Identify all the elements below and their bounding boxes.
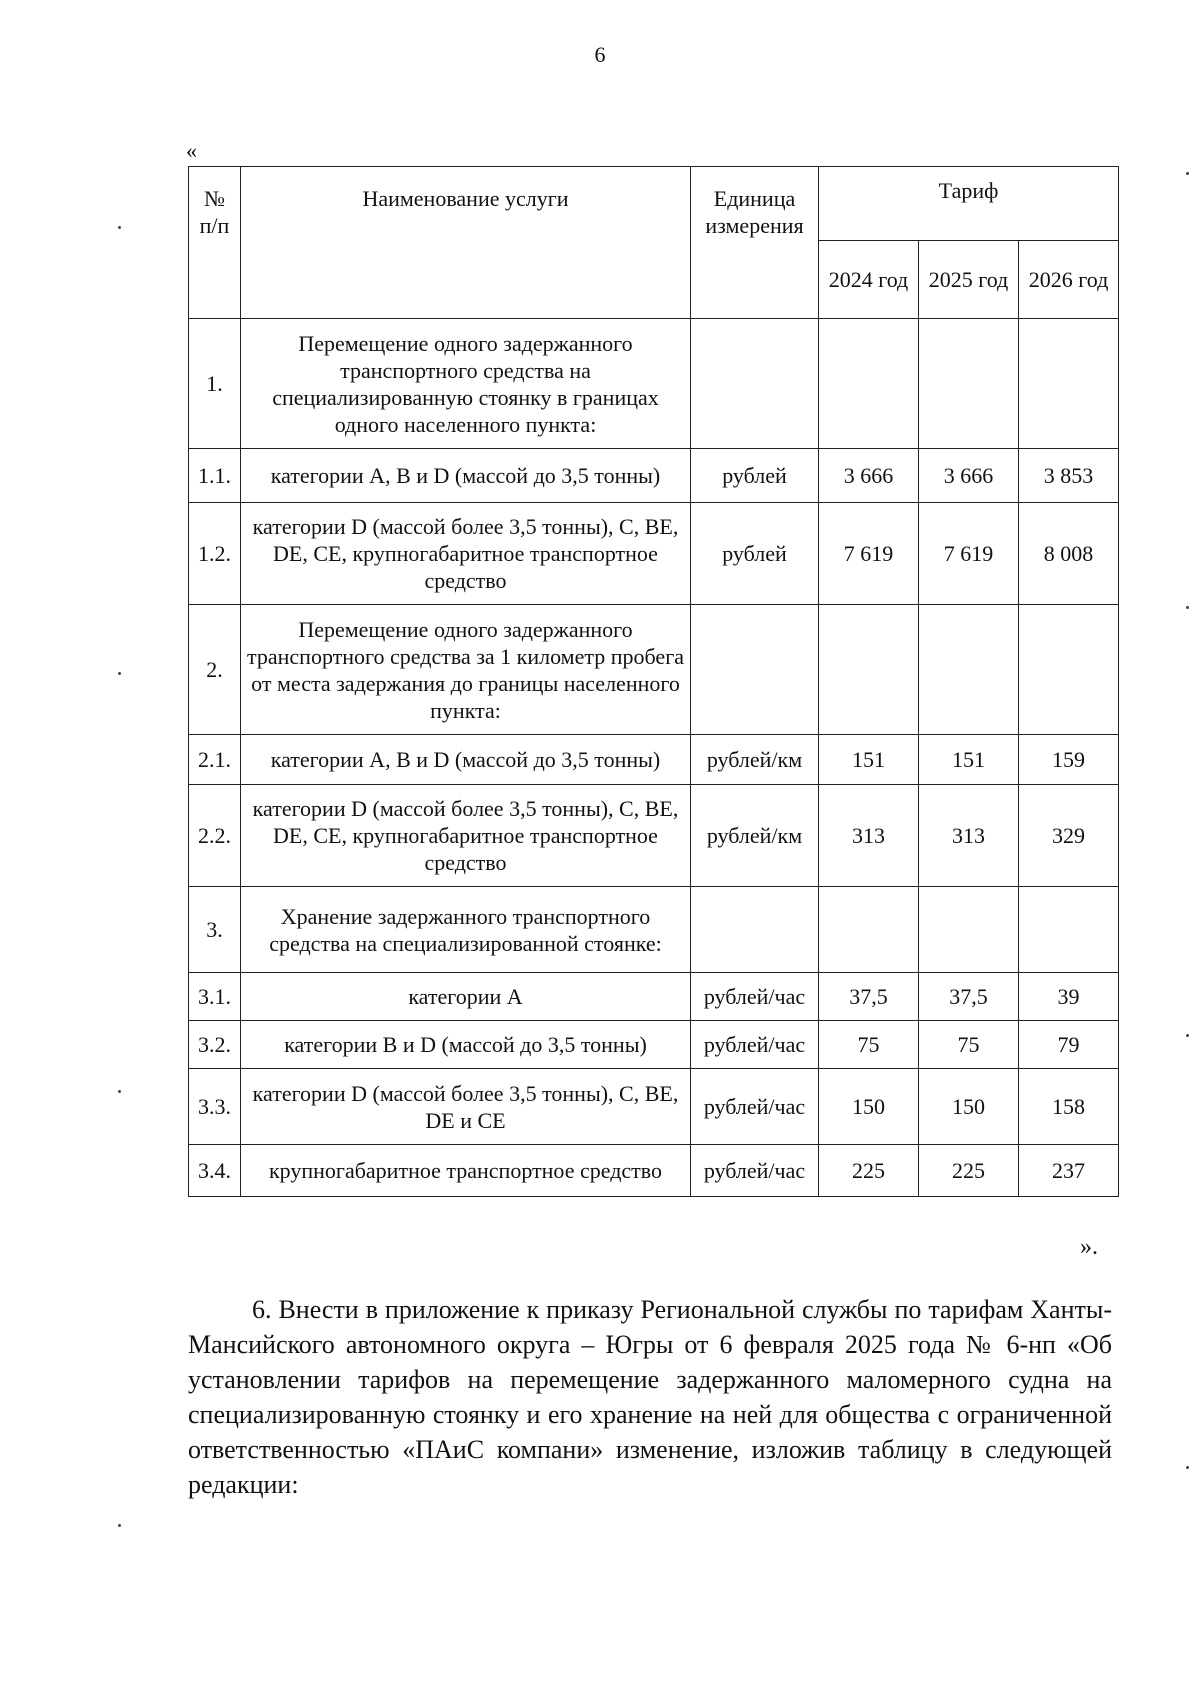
table-row (189, 503, 1119, 605)
header-year-2025: 2025 год (919, 241, 1019, 319)
scan-speck (118, 1090, 121, 1093)
unit-of-measure: рублей/час (691, 1021, 819, 1069)
tariff-2026: 159 (1019, 735, 1119, 785)
tariff-2026 (1019, 319, 1119, 449)
tariff-2024 (819, 605, 919, 735)
tariff-2026: 3 853 (1019, 449, 1119, 503)
service-name: категории D (массой более 3,5 тонны), С, ВЕ, DE, СЕ, крупногабаритное транспортное средство (241, 785, 691, 887)
open-quote: « (186, 138, 197, 163)
table-row (189, 449, 1119, 503)
tariff-2024: 3 666 (819, 449, 919, 503)
service-name: Перемещение одного задержанного транспортного средства за 1 километр пробега от места задержания до границы населенного пункта: (241, 605, 691, 735)
scan-speck (118, 672, 121, 675)
row-number: 3.3. (189, 1069, 241, 1145)
tariff-2026: 8 008 (1019, 503, 1119, 605)
tariff-2024: 75 (819, 1021, 919, 1069)
tariff-2025: 75 (919, 1021, 1019, 1069)
row-number: 3. (189, 887, 241, 973)
table-row (189, 785, 1119, 887)
table-row (189, 319, 1119, 449)
service-name: категории А, В и D (массой до 3,5 тонны) (241, 735, 691, 785)
unit-of-measure (691, 887, 819, 973)
unit-of-measure: рублей (691, 503, 819, 605)
header-year-2024: 2024 год (819, 241, 919, 319)
tariff-table (188, 166, 1119, 1197)
service-name: крупногабаритное транспортное средство (241, 1145, 691, 1197)
row-number: 2. (189, 605, 241, 735)
unit-of-measure (691, 319, 819, 449)
table-row (189, 1145, 1119, 1197)
paragraph-6: 6. Внести в приложение к приказу Региональной службы по тарифам Ханты-Мансийского автономного округа – Югры от 6 февраля 2025 года № 6-нп «Об установлении тарифов на перемещение задержанного маломерного судна на специализированную стоянку и его хранение на ней для общества с ограниченной ответственностью «ПАиС компани» изменение, изложив таблицу в следующей редакции: (188, 1295, 1112, 1499)
table-row (189, 973, 1119, 1021)
unit-of-measure: рублей/час (691, 973, 819, 1021)
table-row (189, 887, 1119, 973)
unit-of-measure: рублей/час (691, 1145, 819, 1197)
table-row (189, 1069, 1119, 1145)
tariff-2025: 37,5 (919, 973, 1019, 1021)
tariff-table-body (189, 319, 1119, 1197)
row-number: 2.2. (189, 785, 241, 887)
service-name: категории D (массой более 3,5 тонны), С, ВЕ, DE и СЕ (241, 1069, 691, 1145)
service-name: категории В и D (массой до 3,5 тонны) (241, 1021, 691, 1069)
tariff-2024: 225 (819, 1145, 919, 1197)
row-number: 3.4. (189, 1145, 241, 1197)
tariff-2025: 225 (919, 1145, 1019, 1197)
scan-speck (1186, 1034, 1189, 1037)
tariff-2026 (1019, 887, 1119, 973)
row-number: 3.2. (189, 1021, 241, 1069)
scan-speck (118, 1524, 121, 1527)
tariff-2024 (819, 319, 919, 449)
row-number: 2.1. (189, 735, 241, 785)
unit-of-measure: рублей/км (691, 785, 819, 887)
unit-of-measure (691, 605, 819, 735)
header-name: Наименование услуги (241, 167, 691, 319)
row-number: 1.2. (189, 503, 241, 605)
table-row (189, 735, 1119, 785)
tariff-2024: 150 (819, 1069, 919, 1145)
header-tariff: Тариф (819, 167, 1119, 241)
service-name: Перемещение одного задержанного транспортного средства на специализированную стоянку в границах одного населенного пункта: (241, 319, 691, 449)
tariff-2025 (919, 605, 1019, 735)
close-quote: ». (1080, 1234, 1098, 1260)
unit-of-measure: рублей/км (691, 735, 819, 785)
scan-speck (118, 226, 121, 229)
scan-speck (1186, 172, 1189, 175)
page-number: 6 (594, 42, 606, 67)
tariff-2026 (1019, 605, 1119, 735)
tariff-2024 (819, 887, 919, 973)
service-name: категории D (массой более 3,5 тонны), С, ВЕ, DE, СЕ, крупногабаритное транспортное средство (241, 503, 691, 605)
tariff-2025 (919, 887, 1019, 973)
row-number: 3.1. (189, 973, 241, 1021)
tariff-2024: 313 (819, 785, 919, 887)
service-name: Хранение задержанного транспортного средства на специализированной стоянке: (241, 887, 691, 973)
tariff-2025: 7 619 (919, 503, 1019, 605)
header-year-2026: 2026 год (1019, 241, 1119, 319)
header-unit: Единица измерения (691, 167, 819, 319)
tariff-2026: 237 (1019, 1145, 1119, 1197)
unit-of-measure: рублей (691, 449, 819, 503)
tariff-2025 (919, 319, 1019, 449)
row-number: 1. (189, 319, 241, 449)
tariff-2025: 3 666 (919, 449, 1019, 503)
row-number: 1.1. (189, 449, 241, 503)
tariff-2025: 150 (919, 1069, 1019, 1145)
table-row (189, 1021, 1119, 1069)
tariff-2026: 39 (1019, 973, 1119, 1021)
tariff-2025: 151 (919, 735, 1019, 785)
service-name: категории А (241, 973, 691, 1021)
tariff-2024: 151 (819, 735, 919, 785)
tariff-2026: 79 (1019, 1021, 1119, 1069)
tariff-2024: 7 619 (819, 503, 919, 605)
scan-speck (1186, 606, 1189, 609)
unit-of-measure: рублей/час (691, 1069, 819, 1145)
scan-speck (1186, 1466, 1189, 1469)
tariff-2024: 37,5 (819, 973, 919, 1021)
tariff-2026: 329 (1019, 785, 1119, 887)
tariff-2026: 158 (1019, 1069, 1119, 1145)
header-num: № п/п (189, 167, 241, 319)
tariff-2025: 313 (919, 785, 1019, 887)
service-name: категории А, В и D (массой до 3,5 тонны) (241, 449, 691, 503)
table-row (189, 605, 1119, 735)
